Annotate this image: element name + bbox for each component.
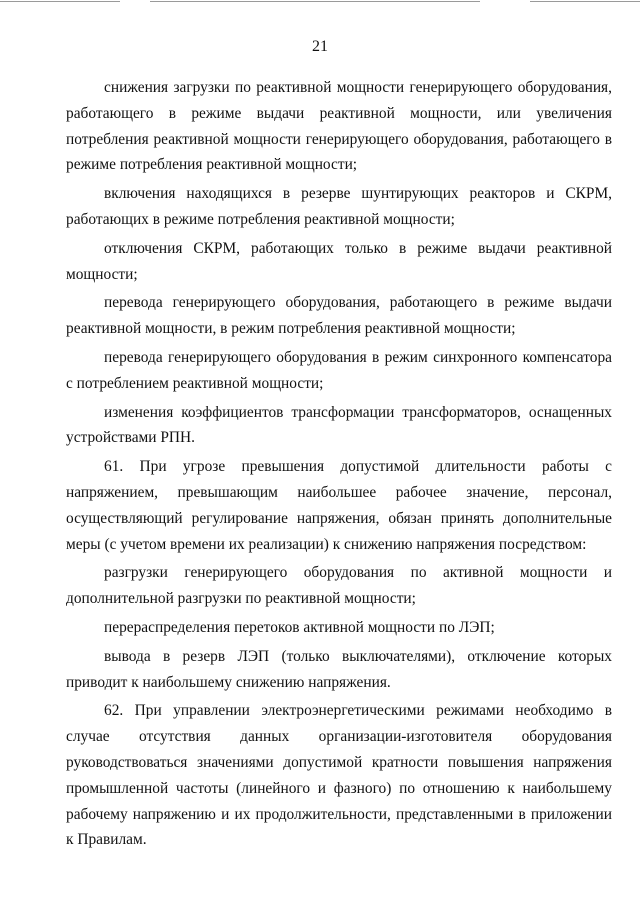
paragraph-61: 61. При угрозе превышения допустимой длительности работы с напряжением, превышающим наибольшее рабочее значение, персонал, осуществляющий регулирование напряжения, обязан принять дополнительные меры (с учетом времени их реализации) к снижению напряжения посредством: <box>66 458 612 553</box>
paragraph-synchronous-compensator: перевода генерирующего оборудования в режим синхронного компенсатора с потреблением реактивной мощности; <box>66 348 612 392</box>
paragraph-generator-consumption-mode: перевода генерирующего оборудования, работающего в режиме выдачи реактивной мощности, в режим потребления реактивной мощности; <box>66 294 612 338</box>
page-number: 21 <box>312 38 328 55</box>
document-body <box>66 75 612 853</box>
paragraph-shunt-reactors: включения находящихся в резерве шунтирующих реакторов и СКРМ, работающих в режиме потребления реактивной мощности; <box>66 185 612 228</box>
paragraph-reduce-generator-reactive-load: снижения загрузки по реактивной мощности генерирующего оборудования, работающего в режиме выдачи реактивной мощности, или увеличения потребления реактивной мощности генерирующего оборудования, работающего в режиме потребления реактивной мощности; <box>66 79 612 174</box>
scan-edge-marks <box>0 0 640 5</box>
paragraph-transformer-ratio: изменения коэффициентов трансформации трансформаторов, оснащенных устройствами РПН. <box>66 403 612 447</box>
paragraph-62: 62. При управлении электроэнергетическими режимами необходимо в случае отсутствия данных организации-изготовителя оборудования руководствоваться значениями допустимой кратности повышения напряжения промышленной частоты (линейного и фазного) по отношению к наибольшему рабочему напряжению и их продолжительности, представленными в приложении к Правилам. <box>66 702 612 849</box>
paragraph-flow-redistribution: перераспределения перетоков активной мощности по ЛЭП; <box>104 618 495 636</box>
paragraph-disconnect-skrm: отключения СКРМ, работающих только в режиме выдачи реактивной мощности; <box>66 239 612 283</box>
paragraph-generator-unloading: разгрузки генерирующего оборудования по активной мощности и дополнительной разгрузки по реактивной мощности; <box>66 564 612 608</box>
paragraph-line-reserve: вывода в резерв ЛЭП (только выключателями), отключение которых приводит к наибольшему снижению напряжения. <box>66 647 612 691</box>
